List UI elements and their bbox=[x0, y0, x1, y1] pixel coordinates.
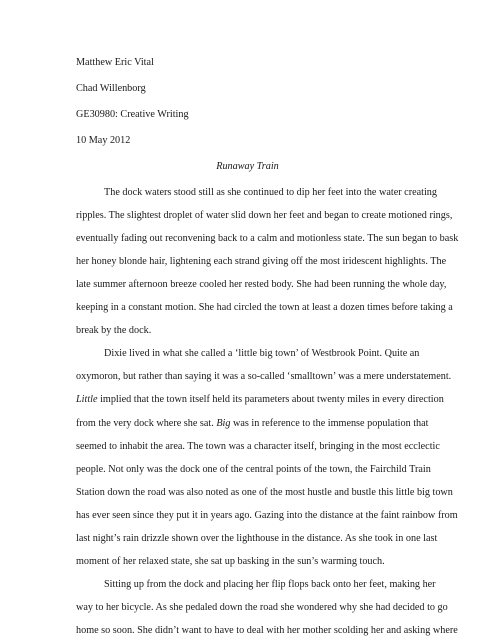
paragraph-2-line: oxymoron, but rather than saying it was a so-called ‘smalltown’ was a mere understatement. bbox=[76, 371, 452, 383]
paragraph-2-line: last night’s rain drizzle shown over the lighthouse in the distance. As she took in one last bbox=[76, 532, 438, 544]
line-text: from the very dock where she sat. bbox=[76, 417, 217, 429]
paragraph-3-line: Sitting up from the dock and placing her flip flops back onto her feet, making her bbox=[104, 578, 436, 590]
emphasis-big: Big bbox=[216, 417, 231, 429]
paragraph-1-line: ripples. The slightest droplet of water slid down her feet and began to create motioned rings, bbox=[76, 210, 453, 222]
paragraph-2-line: moment of her relaxed state, she sat up basking in the sun’s warming touch. bbox=[76, 555, 385, 567]
paragraph-2-line: people. Not only was the dock one of the central points of the town, the Fairchild Train bbox=[76, 463, 431, 475]
paragraph-1-line: The dock waters stood still as she continued to dip her feet into the water creating bbox=[104, 187, 437, 198]
paragraph-1-line: break by the dock. bbox=[76, 325, 152, 337]
line-text: implied that the town itself held its parameters about twenty miles in every direction bbox=[97, 394, 444, 406]
paragraph-2-line bbox=[76, 393, 444, 406]
paragraph-3-line: home so soon. She didn’t want to have to deal with her mother scolding her and asking where bbox=[76, 625, 458, 636]
paragraph-3-line: way to her bicycle. As she pedaled down the road she wondered why she had decided to go bbox=[76, 601, 448, 613]
story-title: Runaway Train bbox=[216, 161, 279, 172]
author-name: Matthew Eric Vital bbox=[76, 57, 154, 68]
paragraph-2-line: Dixie lived in what she called a ‘little big town’ of Westbrook Point. Quite an bbox=[104, 348, 420, 360]
paragraph-1-line: keeping in a constant motion. She had circled the town at least a dozen times before taking a bbox=[76, 302, 453, 314]
paragraph-2-line: has ever seen since they put it in years ago. Gazing into the distance at the faint rainbow from bbox=[76, 509, 458, 521]
emphasis-little: Little bbox=[76, 394, 98, 406]
date: 10 May 2012 bbox=[76, 135, 131, 146]
course-name: GE30980: Creative Writing bbox=[76, 109, 189, 120]
paragraph-2-line: seemed to inhabit the area. The town was a character itself, bringing in the most ecclectic bbox=[76, 440, 440, 452]
instructor-name: Chad Willenborg bbox=[76, 83, 146, 94]
line-text: was in reference to the immense population that bbox=[230, 417, 429, 429]
paragraph-1-line: eventually fading out reconvening back to a calm and motionless state. The sun began to bask bbox=[76, 233, 459, 245]
paragraph-2-line: Station down the road was also noted as one of the most hustle and bustle this little big town bbox=[76, 486, 453, 498]
paragraph-1-line: her honey blonde hair, lightening each strand giving off the most iridescent highlights. The bbox=[76, 256, 447, 268]
paragraph-2-line bbox=[76, 417, 429, 430]
paragraph-1-line: late summer afternoon breeze cooled her rested body. She had been running the whole day, bbox=[76, 279, 447, 291]
